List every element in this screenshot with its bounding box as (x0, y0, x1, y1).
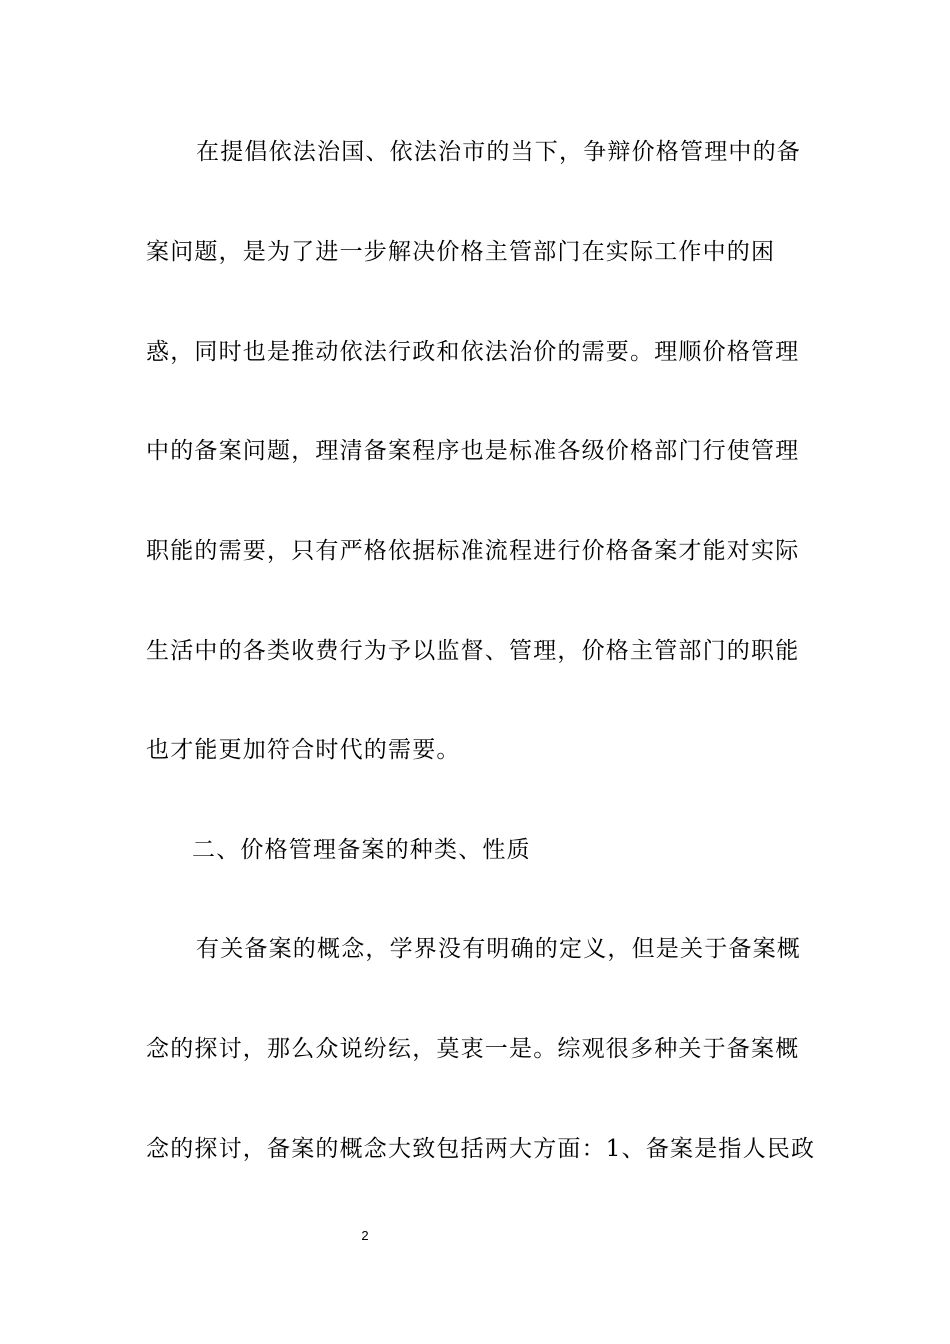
paragraph-1-line-6: 生活中的各类收费行为予以监督、管理，价格主管部门的职能 (146, 638, 800, 664)
page-number: 2 (361, 1228, 369, 1243)
paragraph-2-line-1: 有关备案的概念，学界没有明确的定义，但是关于备案概 (196, 936, 801, 962)
paragraph-2-line-3: 念的探讨，备案的概念大致包括两大方面：1、备案是指人民政 (146, 1136, 816, 1162)
paragraph-1-line-3: 惑，同时也是推动依法行政和依法治价的需要。理顺价格管理 (146, 339, 800, 365)
paragraph-1-line-2: 案问题，是为了进一步解决价格主管部门在实际工作中的困 (146, 239, 776, 265)
section-heading: 二、价格管理备案的种类、性质 (192, 837, 531, 863)
paragraph-1-line-7: 也才能更加符合时代的需要。 (146, 737, 461, 763)
paragraph-1-line-5: 职能的需要，只有严格依据标准流程进行价格备案才能对实际 (146, 538, 800, 564)
paragraph-1-line-1: 在提倡依法治国、依法治市的当下，争辩价格管理中的备 (196, 139, 801, 165)
paragraph-2-line-2: 念的探讨，那么众说纷纭，莫衷一是。综观很多种关于备案概 (146, 1036, 800, 1062)
paragraph-1-line-4: 中的备案问题，理清备案程序也是标准各级价格部门行使管理 (146, 438, 800, 464)
